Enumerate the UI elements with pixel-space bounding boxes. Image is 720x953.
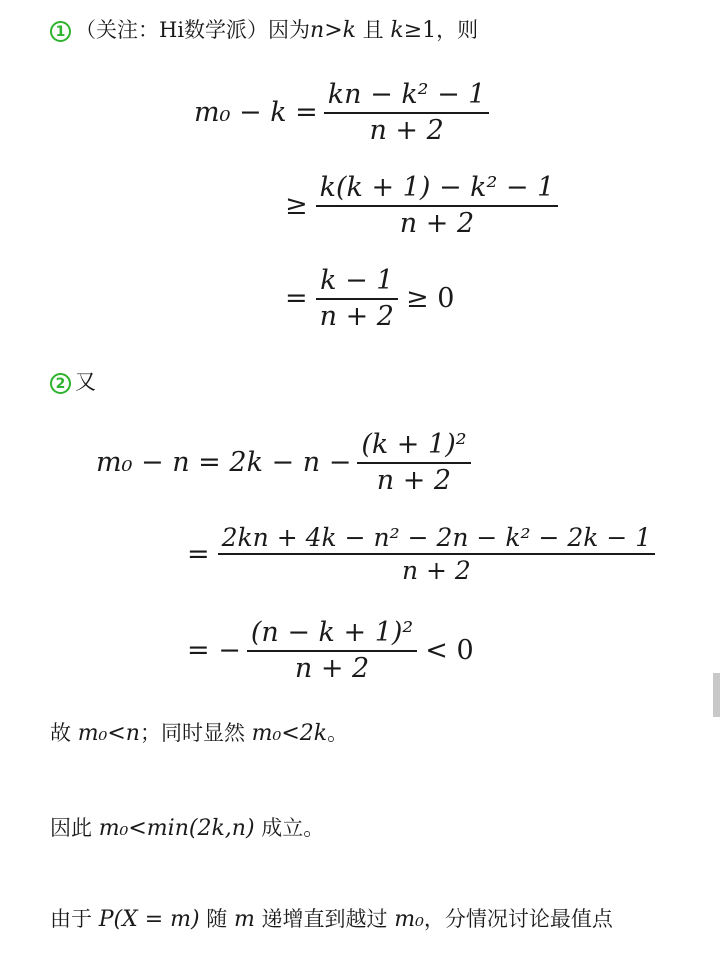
eq2-line1-numerator: (k + 1)² <box>361 429 467 460</box>
eq2-line1 <box>96 428 471 498</box>
eq2-line2-numerator: 2kn + 4k − n² − 2n − k² − 2k − 1 <box>221 523 652 552</box>
eq1-line1-denominator: n + 2 <box>369 114 444 146</box>
step1-cond-n: n <box>310 18 325 43</box>
eq1-line3-relation: = <box>285 283 308 315</box>
eq2-line3-denominator: n + 2 <box>294 652 370 684</box>
line-b-post: 成立。 <box>254 816 325 840</box>
line-a-math-1: m₀<n <box>77 721 140 746</box>
eq2-line3-relation: = − <box>187 635 241 667</box>
eq1-lhs: m₀ − k = <box>194 97 318 129</box>
circled-number-1-icon: 1 <box>50 21 71 42</box>
line-a-pre: 故 <box>50 721 78 745</box>
eq2-line2-relation: = <box>187 538 210 570</box>
eq1-line2-denominator: n + 2 <box>399 207 475 239</box>
line-c-math-1: P(X = m) <box>98 907 200 932</box>
scrollbar-thumb[interactable] <box>713 673 720 717</box>
line-b-pre: 因此 <box>50 816 99 840</box>
step1-line <box>50 14 478 44</box>
eq1-line2-relation: ≥ <box>285 190 308 222</box>
step1-text-pre: （关注：Hi数学派）因为 <box>75 18 311 42</box>
eq1-line3-tail: ≥ 0 <box>405 283 455 315</box>
eq2-line2 <box>187 522 655 587</box>
eq2-line2-fraction <box>218 522 656 587</box>
eq1-line1-numerator: kn − k² − 1 <box>327 79 486 110</box>
line-c-mid2: 递增直到越过 <box>254 907 395 931</box>
eq2-lhs: m₀ − n = 2k − n − <box>96 447 352 479</box>
eq1-line3-numerator: k − 1 <box>320 265 394 296</box>
eq2-line2-denominator: n + 2 <box>401 556 471 586</box>
step2-line <box>50 366 96 396</box>
step1-cond2-rel: ≥1 <box>403 18 437 43</box>
step1-cond-gt: > <box>324 18 343 43</box>
eq2-line1-denominator: n + 2 <box>376 464 452 496</box>
eq1-line2-fraction <box>316 171 559 241</box>
step1-text-and: 且 <box>355 18 391 42</box>
conclusion-line-a <box>50 717 348 747</box>
line-c-math-2: m <box>233 907 255 932</box>
eq1-line2 <box>285 171 558 241</box>
line-a-mid: ；同时显然 <box>139 721 252 745</box>
line-a-post: 。 <box>327 721 349 745</box>
eq2-line3-numerator: (n − k + 1)² <box>250 617 414 648</box>
line-b-math: m₀<min(2k,n) <box>98 816 255 841</box>
line-c-post: ，分情况讨论最值点 <box>423 907 613 931</box>
eq1-line1-fraction <box>324 78 490 148</box>
eq2-line3-tail: < 0 <box>425 635 474 667</box>
line-c-mid: 随 <box>199 907 234 931</box>
line-c-math-3: m₀ <box>394 907 424 932</box>
eq2-line3 <box>187 616 474 686</box>
eq2-line1-fraction <box>357 428 470 498</box>
eq1-line2-numerator: k(k + 1) − k² − 1 <box>319 172 555 203</box>
line-a-math-2: m₀<2k <box>251 721 328 746</box>
line-c-pre: 由于 <box>50 907 99 931</box>
step1-text-post: ，则 <box>436 18 479 42</box>
conclusion-line-b <box>50 812 324 842</box>
conclusion-line-c <box>50 903 613 933</box>
eq1-line3-fraction <box>316 264 398 334</box>
circled-number-2-icon: 2 <box>50 373 71 394</box>
eq1-line1 <box>194 78 489 148</box>
eq1-line3 <box>285 264 454 334</box>
step2-text: 又 <box>75 370 96 394</box>
step1-cond-k: k <box>342 18 356 43</box>
eq1-line3-denominator: n + 2 <box>319 300 394 332</box>
step1-cond2-k: k <box>390 18 404 43</box>
eq2-line3-fraction <box>247 616 417 686</box>
